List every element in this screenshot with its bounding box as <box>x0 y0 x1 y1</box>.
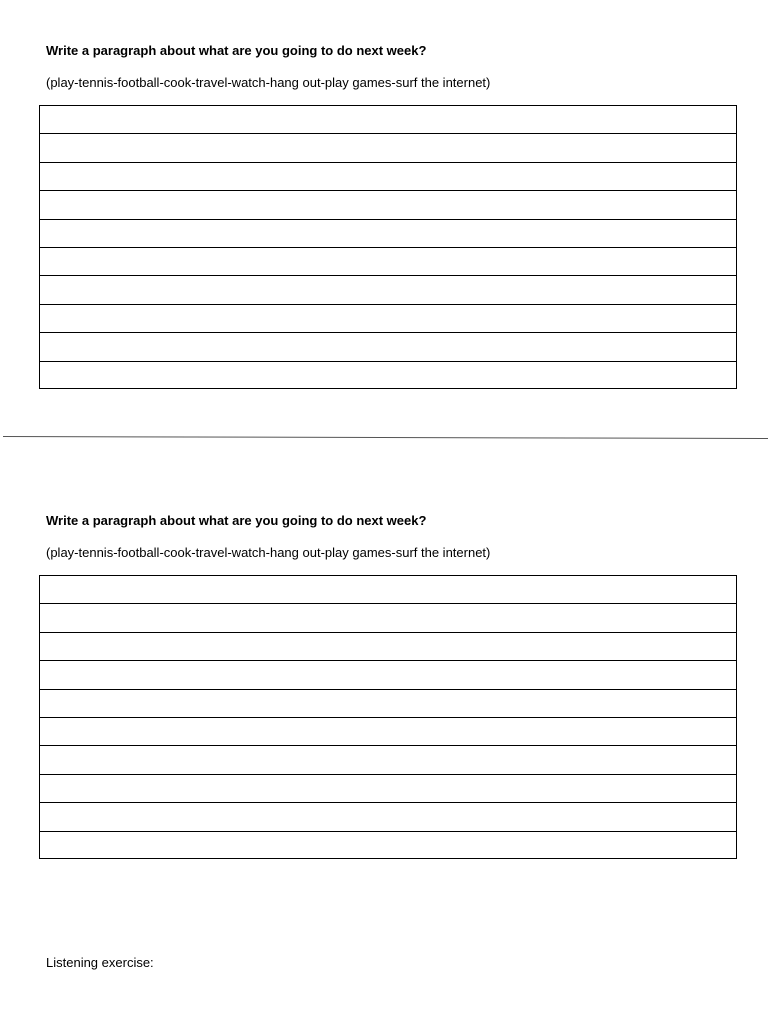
writing-line[interactable] <box>40 220 736 248</box>
writing-line[interactable] <box>40 305 736 333</box>
writing-line[interactable] <box>40 248 736 276</box>
exercise-hint: (play-tennis-football-cook-travel-watch-hang out-play games-surf the internet) <box>46 545 491 560</box>
exercise-prompt: Write a paragraph about what are you going to do next week? <box>46 513 427 528</box>
writing-line[interactable] <box>40 333 736 361</box>
writing-line[interactable] <box>40 576 736 604</box>
writing-line[interactable] <box>40 746 736 774</box>
writing-line[interactable] <box>40 690 736 718</box>
writing-line[interactable] <box>40 633 736 661</box>
writing-line[interactable] <box>40 803 736 831</box>
writing-line[interactable] <box>40 718 736 746</box>
writing-line[interactable] <box>40 106 736 134</box>
writing-line[interactable] <box>40 276 736 304</box>
writing-line[interactable] <box>40 604 736 632</box>
writing-line[interactable] <box>40 832 736 860</box>
listening-exercise-label: Listening exercise: <box>46 955 154 970</box>
writing-lines-box[interactable] <box>39 105 737 389</box>
section-divider <box>3 436 768 439</box>
writing-lines-box[interactable] <box>39 575 737 859</box>
exercise-hint: (play-tennis-football-cook-travel-watch-hang out-play games-surf the internet) <box>46 75 491 90</box>
exercise-prompt: Write a paragraph about what are you going to do next week? <box>46 43 427 58</box>
writing-line[interactable] <box>40 775 736 803</box>
writing-line[interactable] <box>40 163 736 191</box>
writing-line[interactable] <box>40 191 736 219</box>
writing-line[interactable] <box>40 661 736 689</box>
writing-line[interactable] <box>40 362 736 390</box>
writing-line[interactable] <box>40 134 736 162</box>
